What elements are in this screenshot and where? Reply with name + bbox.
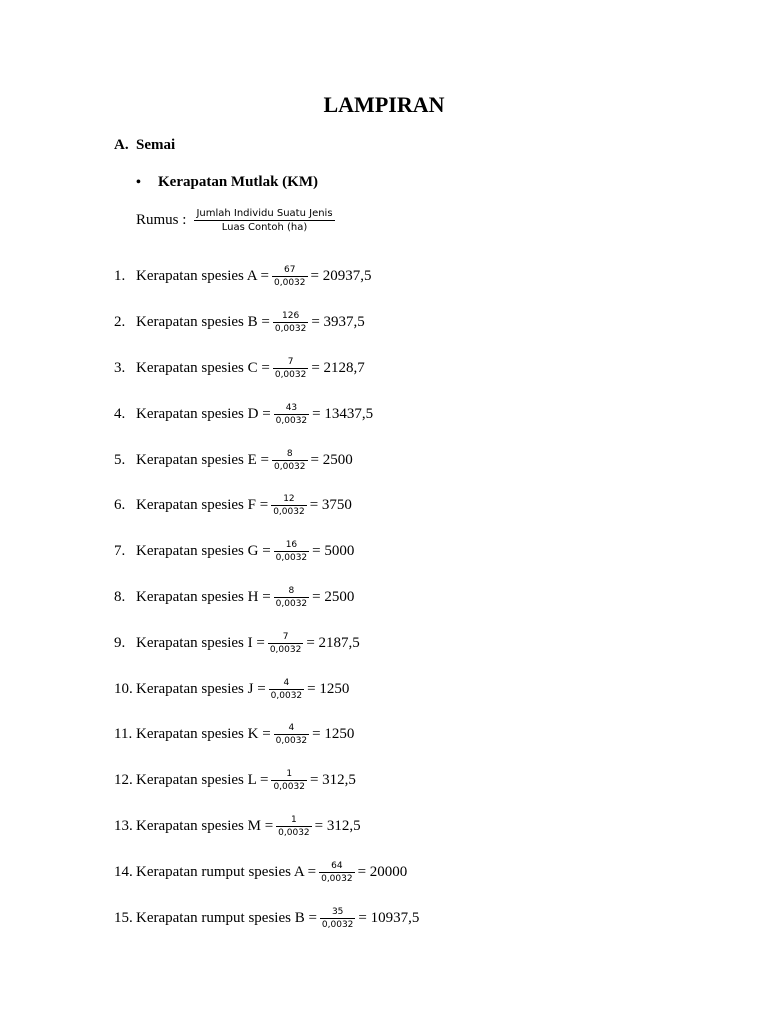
equation-text: Kerapatan spesies M = [136,817,274,834]
fraction-denominator: 0,0032 [269,644,302,655]
equation-result: = 2128,7 [311,359,365,376]
equation-text: Kerapatan spesies D = [136,405,271,422]
page-title: LAMPIRAN [323,92,445,117]
fraction-numerator: 8 [288,585,295,596]
equation-list [114,254,419,941]
equation-number: 5. [114,451,126,468]
equation-result: = 2500 [310,451,353,468]
equation-fraction [274,539,310,564]
equation-text: Kerapatan spesies L = [136,772,269,789]
equation-number: 12. [114,772,133,789]
equation-fraction [320,906,356,931]
equation-number: 7. [114,543,126,560]
fraction-denominator: 0,0032 [274,278,306,289]
formula-fraction [194,207,334,234]
equation-result: = 20000 [357,863,408,880]
equation-number: 9. [114,634,126,651]
equation-text: Kerapatan spesies E = [136,451,269,468]
equation-row [114,712,419,758]
fraction-numerator: 16 [285,540,298,551]
equation-result: = 312,5 [309,772,356,789]
section-letter: A. [114,137,129,153]
fraction-denominator: 0,0032 [275,415,308,426]
equation-text: Kerapatan spesies C = [136,359,270,376]
equation-fraction [276,814,312,839]
equation-row [114,895,419,941]
fraction-numerator: 1 [291,814,297,825]
section-heading [114,137,175,154]
equation-row [114,575,419,621]
equation-row [114,437,419,483]
equation-result: = 10937,5 [358,909,420,926]
equation-row [114,254,419,300]
formula-denominator: Luas Contoh (ha) [221,222,308,233]
equation-result: = 312,5 [314,817,361,834]
equation-number: 2. [114,314,126,331]
fraction-numerator: 12 [283,494,295,505]
equation-number: 3. [114,359,126,376]
equation-fraction [272,264,308,289]
equation-text: Kerapatan spesies H = [136,588,271,605]
equation-text: Kerapatan spesies G = [136,543,271,560]
equation-fraction [273,310,309,335]
fraction-denominator: 0,0032 [275,736,308,747]
fraction-numerator: 35 [331,906,344,917]
fraction-denominator: 0,0032 [274,369,307,380]
fraction-denominator: 0,0032 [321,873,353,884]
equation-text: Kerapatan spesies J = [136,680,266,697]
fraction-numerator: 8 [286,448,293,459]
equation-fraction [271,493,307,518]
equation-text: Kerapatan rumput spesies B = [136,909,317,926]
equation-fraction [274,722,310,747]
fraction-numerator: 67 [284,265,296,276]
equation-number: 1. [114,268,126,285]
equation-result: = 1250 [307,680,350,697]
equation-number: 11. [114,726,133,743]
fraction-denominator: 0,0032 [273,782,305,793]
equation-text: Kerapatan spesies K = [136,726,271,743]
equation-row [114,849,419,895]
equation-row [114,666,419,712]
fraction-denominator: 0,0032 [270,690,303,701]
equation-row [114,620,419,666]
bullet-icon: • [136,174,141,190]
equation-row [114,529,419,575]
fraction-denominator: 0,0032 [278,827,310,838]
equation-text: Kerapatan spesies A = [136,268,270,285]
equation-text: Kerapatan rumput spesies A = [136,863,317,880]
equation-number: 15. [114,909,133,926]
equation-fraction [319,860,355,885]
equation-text: Kerapatan spesies B = [136,314,270,331]
equation-result: = 1250 [312,726,355,743]
fraction-numerator: 64 [331,860,343,871]
fraction-denominator: 0,0032 [321,919,354,930]
equation-fraction [274,585,310,610]
fraction-numerator: 7 [287,356,294,367]
equation-number: 8. [114,588,126,605]
equation-result: = 20937,5 [310,268,372,285]
subsection-heading [136,174,318,191]
fraction-denominator: 0,0032 [274,461,306,472]
equation-row [114,300,419,346]
fraction-numerator: 126 [282,311,300,322]
fraction-denominator: 0,0032 [273,507,305,518]
equation-fraction [269,677,305,702]
equation-number: 13. [114,817,133,834]
equation-result: = 2500 [312,588,355,605]
fraction-denominator: 0,0032 [274,324,307,335]
equation-row [114,391,419,437]
equation-fraction [271,768,307,793]
equation-fraction [268,631,304,656]
fraction-numerator: 4 [288,723,295,734]
formula-numerator: Jumlah Individu Suatu Jenis [196,208,333,219]
fraction-numerator: 7 [282,631,289,642]
equation-fraction [274,402,310,427]
equation-text: Kerapatan spesies F = [136,497,269,514]
equation-result: = 13437,5 [312,405,374,422]
equation-row [114,758,419,804]
equation-number: 6. [114,497,126,514]
equation-result: = 3750 [309,497,352,514]
equation-number: 4. [114,405,126,422]
fraction-numerator: 4 [283,677,290,688]
equation-row [114,346,419,392]
equation-text: Kerapatan spesies I = [136,634,265,651]
fraction-denominator: 0,0032 [275,553,308,564]
equation-fraction [273,356,309,381]
section-label: Semai [136,137,176,153]
equation-fraction [272,448,308,473]
fraction-denominator: 0,0032 [275,598,308,609]
subsection-label: Kerapatan Mutlak (KM) [158,174,318,190]
equation-row [114,483,419,529]
fraction-numerator: 43 [285,402,298,413]
formula-label: Rumus : [136,212,187,228]
equation-number: 14. [114,863,133,880]
equation-row [114,804,419,850]
equation-result: = 3937,5 [311,314,365,331]
equation-number: 10. [114,680,133,697]
equation-result: = 2187,5 [306,634,360,651]
equation-result: = 5000 [312,543,355,560]
formula-row [136,207,335,234]
fraction-numerator: 1 [286,769,293,780]
